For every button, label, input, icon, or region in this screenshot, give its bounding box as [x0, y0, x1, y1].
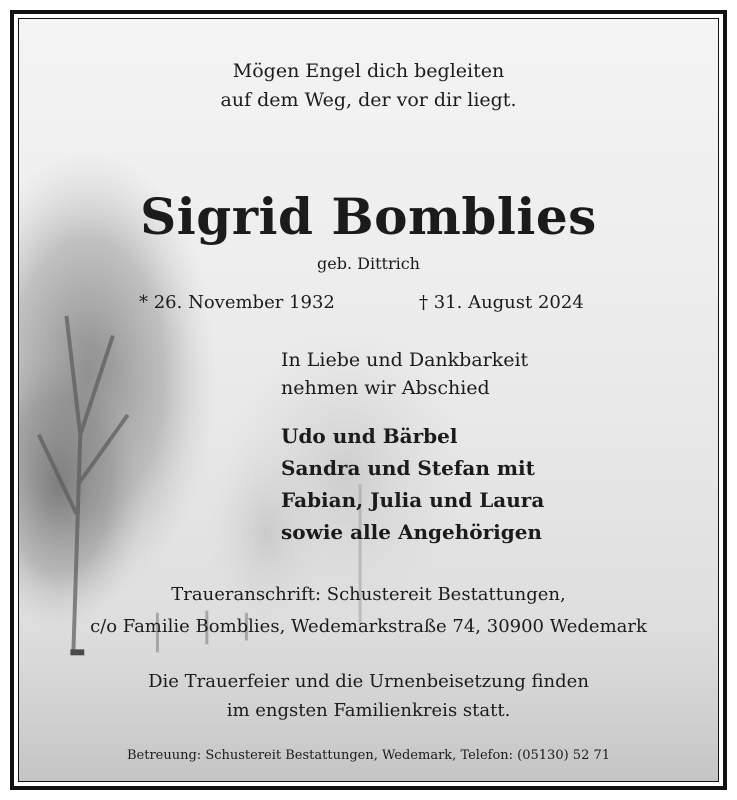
verse-line: Mögen Engel dich begleiten	[232, 60, 505, 82]
verse-line: auf dem Weg, der vor dir liegt.	[220, 89, 517, 111]
farewell-text	[281, 346, 528, 402]
mourner-line: Sandra und Stefan mit	[281, 456, 535, 480]
ceremony-note	[19, 667, 718, 725]
verse	[19, 57, 718, 115]
birth-name: geb. Dittrich	[317, 254, 420, 273]
funeral-service-info: Betreuung: Schustereit Bestattungen, Wedemark, Telefon: (05130) 52 71	[126, 748, 611, 763]
obituary-panel	[18, 18, 719, 782]
farewell-line: In Liebe und Dankbarkeit	[281, 349, 529, 371]
birth-date: * 26. November 1932	[139, 292, 335, 313]
address-line: c/o Familie Bomblies, Wedemarkstraße 74, 30900 Wedemark	[90, 616, 647, 637]
mourning-address	[19, 579, 718, 643]
deceased-name: Sigrid Bomblies	[140, 187, 597, 246]
mourner-line: Fabian, Julia und Laura	[281, 488, 545, 512]
address-line: Traueranschrift: Schustereit Bestattungen,	[171, 584, 566, 605]
mourner-line: sowie alle Angehörigen	[281, 520, 542, 544]
obituary-frame	[10, 10, 727, 790]
farewell-line: nehmen wir Abschied	[281, 377, 490, 399]
death-date: † 31. August 2024	[419, 292, 584, 313]
ceremony-line: im engsten Familienkreis statt.	[226, 700, 511, 721]
ceremony-line: Die Trauerfeier und die Urnenbeisetzung finden	[148, 671, 589, 692]
mourners-list	[281, 420, 544, 548]
mourner-line: Udo und Bärbel	[281, 424, 458, 448]
